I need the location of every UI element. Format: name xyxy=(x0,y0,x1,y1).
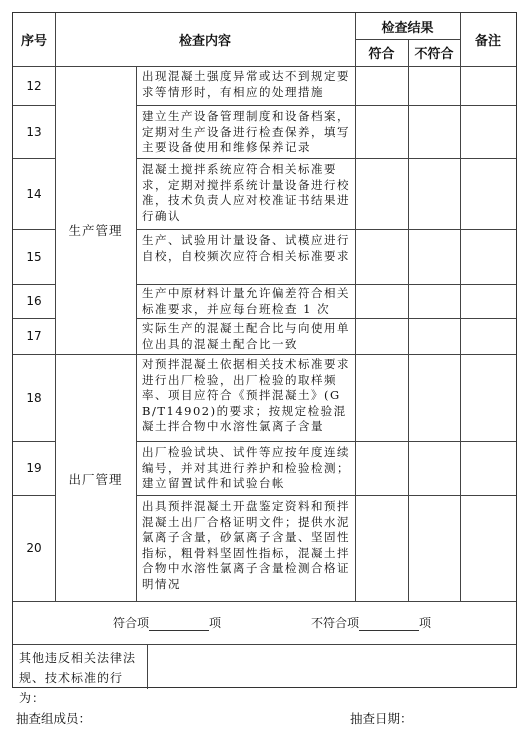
row-content: 实际生产的混凝土配合比与向使用单位出具的混凝土配合比一致 xyxy=(142,321,350,351)
header-fail: 不符合 xyxy=(414,47,454,62)
col-line xyxy=(408,39,409,601)
header-seq: 序号 xyxy=(20,34,47,49)
row-line xyxy=(136,284,516,285)
row-line xyxy=(13,354,516,355)
row-number: 12 xyxy=(26,78,42,93)
col-line xyxy=(136,66,137,601)
row-number: 16 xyxy=(26,294,42,308)
pass-count-label: 符合项 xyxy=(113,616,150,630)
row-content: 出具预拌混凝土开盘鉴定资料和预拌混凝土出厂合格证明文件；提供水泥氯离子含量，砂氯离子含量、坚固性指标，粗骨料坚固性指标，混凝土拌合物中水溶性氯离子含量检测合格证明情况 xyxy=(142,499,350,591)
row-number: 13 xyxy=(26,124,42,139)
row-content: 对预拌混凝土依据相关技术标准要求进行出厂检验，出厂检验的取样频率、项目应符合《预拌混凝土》(GB/T14902)的要求；按规定检验混凝土拌合物中水溶性氯离子含量 xyxy=(142,357,350,433)
header-pass: 符合 xyxy=(368,47,395,62)
row-content: 生产、试验用计量设备、试模应进行自校，自校频次应符合相关标准要求 xyxy=(142,233,350,263)
inspection-table xyxy=(12,12,517,705)
row-number: 17 xyxy=(26,329,42,343)
header-content: 检查内容 xyxy=(178,34,231,49)
row-content: 建立生产设备管理制度和设备档案，定期对生产设备进行检查保养，填写主要设备使用和维修保养记录 xyxy=(142,109,350,154)
row-content: 混凝土搅拌系统应符合相关标准要求，定期对搅拌系统计量设备进行校准，技术负责人应对校准证书结果进行确认 xyxy=(142,162,350,223)
row-line xyxy=(136,229,516,230)
col-line xyxy=(55,13,56,601)
row-line xyxy=(136,158,516,159)
pass-count-blank[interactable] xyxy=(149,618,209,631)
row-number: 14 xyxy=(26,186,42,201)
header-remark: 备注 xyxy=(474,34,501,49)
category-production: 生产管理 xyxy=(68,223,123,238)
other-violations-label: 其他违反相关法律法规、技术标准的行为： xyxy=(19,651,137,705)
row-number: 19 xyxy=(26,461,42,475)
inspection-date: 抽查日期： xyxy=(350,711,413,726)
row-content: 生产中原材料计量允许偏差符合相关标准要求，并应每台班检查 1 次 xyxy=(142,286,350,316)
col-line xyxy=(460,13,461,601)
fail-count-label: 不符合项 xyxy=(311,616,360,630)
pass-count-unit: 项 xyxy=(209,616,222,630)
row-content: 出现混凝土强度异常或达不到规定要求等情形时，有相应的处理措施 xyxy=(142,69,350,99)
fail-count-unit: 项 xyxy=(419,616,432,630)
row-line xyxy=(13,66,516,67)
row-line xyxy=(136,105,516,106)
fail-count xyxy=(311,614,431,631)
row-line xyxy=(136,441,516,442)
row-number: 15 xyxy=(26,249,42,264)
pass-count xyxy=(113,614,221,631)
row-content: 出厂检验试块、试件等应按年度连续编号，并对其进行养护和检验检测；建立留置试件和试验台帐 xyxy=(142,445,350,490)
inspection-members: 抽查组成员： xyxy=(16,711,92,726)
row-line xyxy=(136,495,516,496)
row-line xyxy=(13,601,516,602)
category-factory: 出厂管理 xyxy=(68,472,123,487)
fail-count-blank[interactable] xyxy=(359,618,419,631)
col-line xyxy=(355,13,356,601)
row-number: 20 xyxy=(26,541,42,555)
row-number: 18 xyxy=(26,390,42,405)
other-violations-field[interactable] xyxy=(148,645,515,688)
row-line xyxy=(136,318,516,319)
header-result: 检查结果 xyxy=(381,20,434,36)
